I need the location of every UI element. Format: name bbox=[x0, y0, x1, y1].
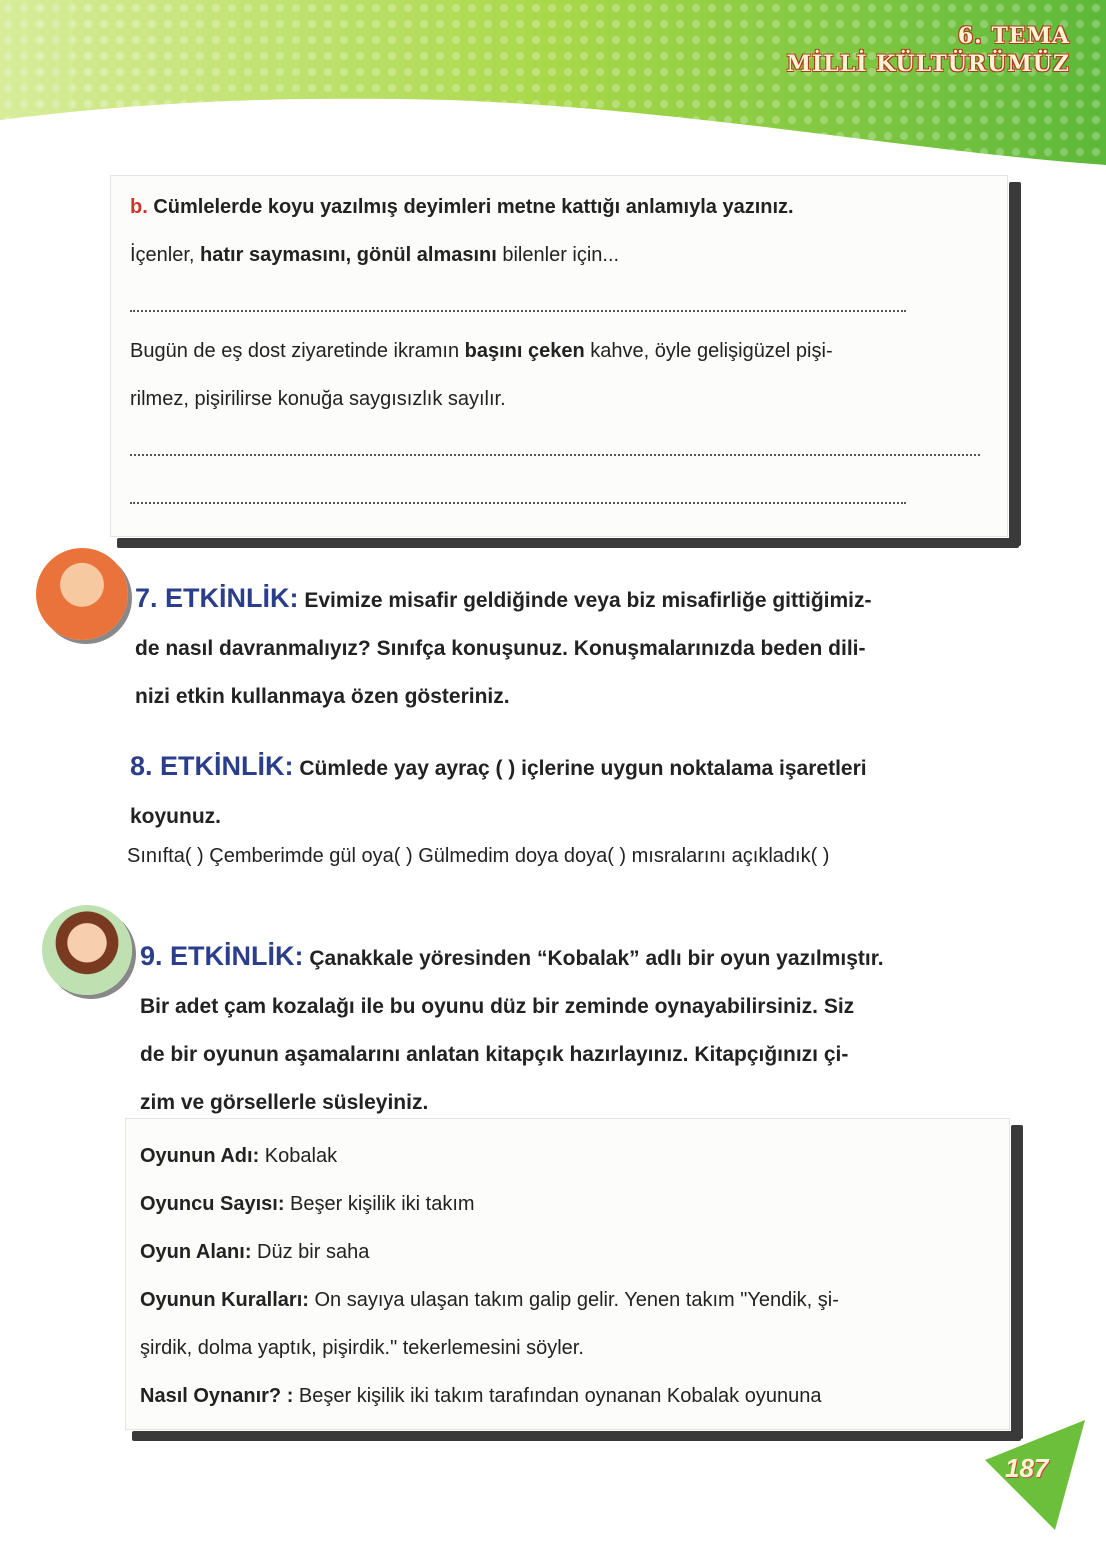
field-value: şirdik, dolma yaptık, pişirdik." tekerlemesini söyler. bbox=[140, 1337, 584, 1359]
field-label: Oyuncu Sayısı: bbox=[140, 1193, 285, 1215]
field-label: Oyunun Kuralları: bbox=[140, 1289, 309, 1311]
game-row bbox=[140, 1228, 839, 1276]
activity-text: Bir adet çam kozalağı ile bu oyunu düz bir zeminde oynayabilirsiniz. Siz bbox=[140, 995, 855, 1018]
game-row bbox=[140, 1276, 839, 1324]
field-value: On sayıya ulaşan takım galip gelir. Yenen takım "Yendik, şi- bbox=[308, 1289, 839, 1311]
page-number-badge bbox=[975, 1415, 1090, 1535]
page-number: 187 bbox=[1005, 1453, 1049, 1483]
text: İçenler, bbox=[130, 244, 201, 266]
activity-7 bbox=[135, 574, 872, 721]
game-row bbox=[140, 1324, 839, 1372]
theme-name: MİLLİ KÜLTÜRÜMÜZ bbox=[786, 51, 1070, 77]
activity-text: de bir oyunun aşamalarını anlatan kitapçık hazırlayınız. Kitapçığınızı çi- bbox=[140, 1043, 849, 1066]
field-label: Nasıl Oynanır? : bbox=[140, 1385, 294, 1407]
punctuation-sentence[interactable]: Sınıfta( ) Çemberimde gül oya( ) Gülmedim doya doya( ) mısralarını açıkladık( ) bbox=[127, 845, 830, 867]
activity-text: Cümlede yay ayraç ( ) içlerine uygun noktalama işaretleri bbox=[299, 757, 867, 780]
answer-line[interactable] bbox=[130, 502, 906, 504]
activity-label: 9. ETKİNLİK: bbox=[140, 941, 304, 971]
idiom-bold: hatır saymasını, gönül almasını bbox=[200, 244, 497, 266]
activity-text: Çanakkale yöresinden “Kobalak” adlı bir oyun yazılmıştır. bbox=[309, 947, 884, 970]
girl-avatar-icon bbox=[42, 905, 132, 995]
activity-label: 7. ETKİNLİK: bbox=[135, 583, 299, 613]
activity-text: zim ve görsellerle süsleyiniz. bbox=[140, 1091, 429, 1114]
activity-label: 8. ETKİNLİK: bbox=[130, 751, 294, 781]
field-value: Düz bir saha bbox=[251, 1241, 370, 1263]
game-row bbox=[140, 1180, 839, 1228]
field-value: Beşer kişilik iki takım tarafından oynanan Kobalak oyununa bbox=[293, 1385, 822, 1407]
field-label: Oyunun Adı: bbox=[140, 1145, 260, 1167]
text: Bugün de eş dost ziyaretinde ikramın bbox=[130, 340, 465, 362]
activity-text: Evimize misafir geldiğinde veya biz misafirliğe gittiğimiz- bbox=[304, 589, 872, 612]
activity-text: koyunuz. bbox=[130, 805, 222, 828]
sentence-1 bbox=[130, 244, 619, 267]
exercise-instruction: Cümlelerde koyu yazılmış deyimleri metne kattığı anlamıyla yazınız. bbox=[153, 196, 794, 218]
field-value: Beşer kişilik iki takım bbox=[284, 1193, 475, 1215]
theme-title bbox=[787, 22, 1070, 78]
field-value: Kobalak bbox=[259, 1145, 338, 1167]
activity-text: de nasıl davranmalıyız? Sınıfça konuşunuz. Konuşmalarınızda beden dili- bbox=[135, 637, 866, 660]
header-banner bbox=[0, 0, 1106, 175]
game-row bbox=[140, 1132, 839, 1180]
idiom-bold: başını çeken bbox=[464, 340, 585, 362]
exercise-b-title bbox=[130, 196, 794, 219]
game-info bbox=[140, 1132, 839, 1420]
answer-line[interactable] bbox=[130, 454, 980, 456]
exercise-label: b. bbox=[130, 196, 148, 218]
text: bilenler için... bbox=[496, 244, 620, 266]
game-row bbox=[140, 1372, 839, 1420]
activity-text: nizi etkin kullanmaya özen gösteriniz. bbox=[135, 685, 510, 708]
sentence-2-cont: rilmez, pişirilirse konuğa saygısızlık sayılır. bbox=[130, 388, 506, 410]
answer-line[interactable] bbox=[130, 310, 906, 312]
theme-number: 6. TEMA bbox=[957, 23, 1070, 49]
activity-9 bbox=[140, 932, 884, 1127]
text: kahve, öyle gelişigüzel pişi- bbox=[584, 340, 833, 362]
sentence-2 bbox=[130, 340, 833, 363]
activity-8 bbox=[130, 742, 867, 841]
boy-avatar-icon bbox=[36, 548, 128, 640]
field-label: Oyun Alanı: bbox=[140, 1241, 252, 1263]
